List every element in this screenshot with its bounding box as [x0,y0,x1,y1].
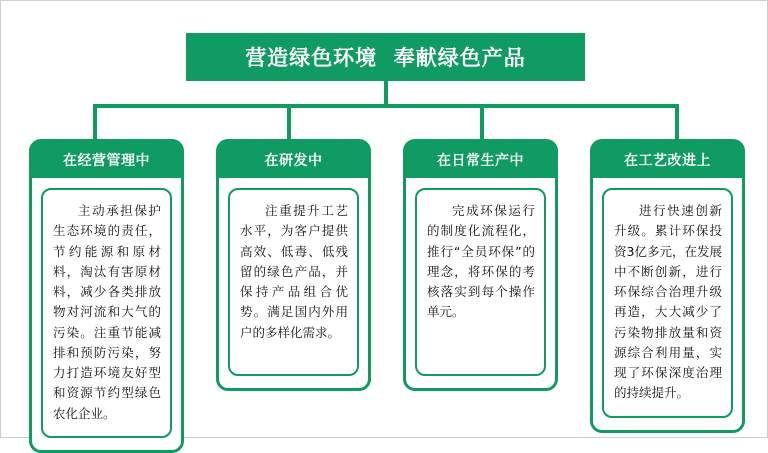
connector-drop-4 [675,106,679,142]
branch-body-text-2: 注重提升工艺水平，为客户提供高效、低毒、低残留的绿色产品，并保持产品组合优势。满足国内外用户的多样化需求。 [240,203,348,340]
branch-card-3 [403,139,558,391]
branch-card-1 [29,139,184,453]
branch-card-2 [216,139,371,391]
branch-card-4 [590,139,745,433]
branch-inner-box-1 [41,188,172,438]
branch-body-wrapper-4 [593,178,742,430]
connector-drop-2 [287,106,291,142]
branch-column-4 [590,139,745,433]
branch-heading-3: 在日常生产中 [406,142,555,178]
branch-body-text-4: 进行快速创新升级。累计环保投资3亿多元，在发展中不断创新，进行环保综合治理升级再造，大大减少了污染物排放量和资源综合利用量，实现了环保深度治理的持续提升。 [614,203,722,401]
diagram-title-text: 营造绿色环境 奉献绿色产品 [245,46,526,70]
branch-heading-4: 在工艺改进上 [593,142,742,178]
diagram-title-banner [186,33,585,81]
branch-column-2 [216,139,371,391]
branch-body-wrapper-2 [219,178,368,388]
branch-heading-2: 在研发中 [219,142,368,178]
branch-body-wrapper-3 [406,178,555,388]
connector-drop-1 [93,106,97,142]
branch-body-text-1: 主动承担保护生态环境的责任，节约能源和原材料，淘汰有害原材料，减少各类排放物对河流和大气的污染。注重节能减排和预防污染，努力打造环境友好型和资源节约型绿色农化企业。 [53,203,161,421]
branch-body-text-3: 完成环保运行的制度化流程化，推行“全员环保”的理念，将环保的考核落实到每个操作单元。 [427,203,535,320]
connector-vertical-stem [384,81,388,106]
connector-drop-3 [480,106,484,142]
branch-inner-box-3 [415,188,546,376]
branch-body-wrapper-1 [32,178,181,450]
branch-heading-1: 在经营管理中 [32,142,181,178]
branch-inner-box-4 [602,188,733,418]
branch-inner-box-2 [228,188,359,376]
branch-column-3 [403,139,558,391]
branch-column-1 [29,139,184,453]
connector-horizontal-bar [93,104,679,108]
